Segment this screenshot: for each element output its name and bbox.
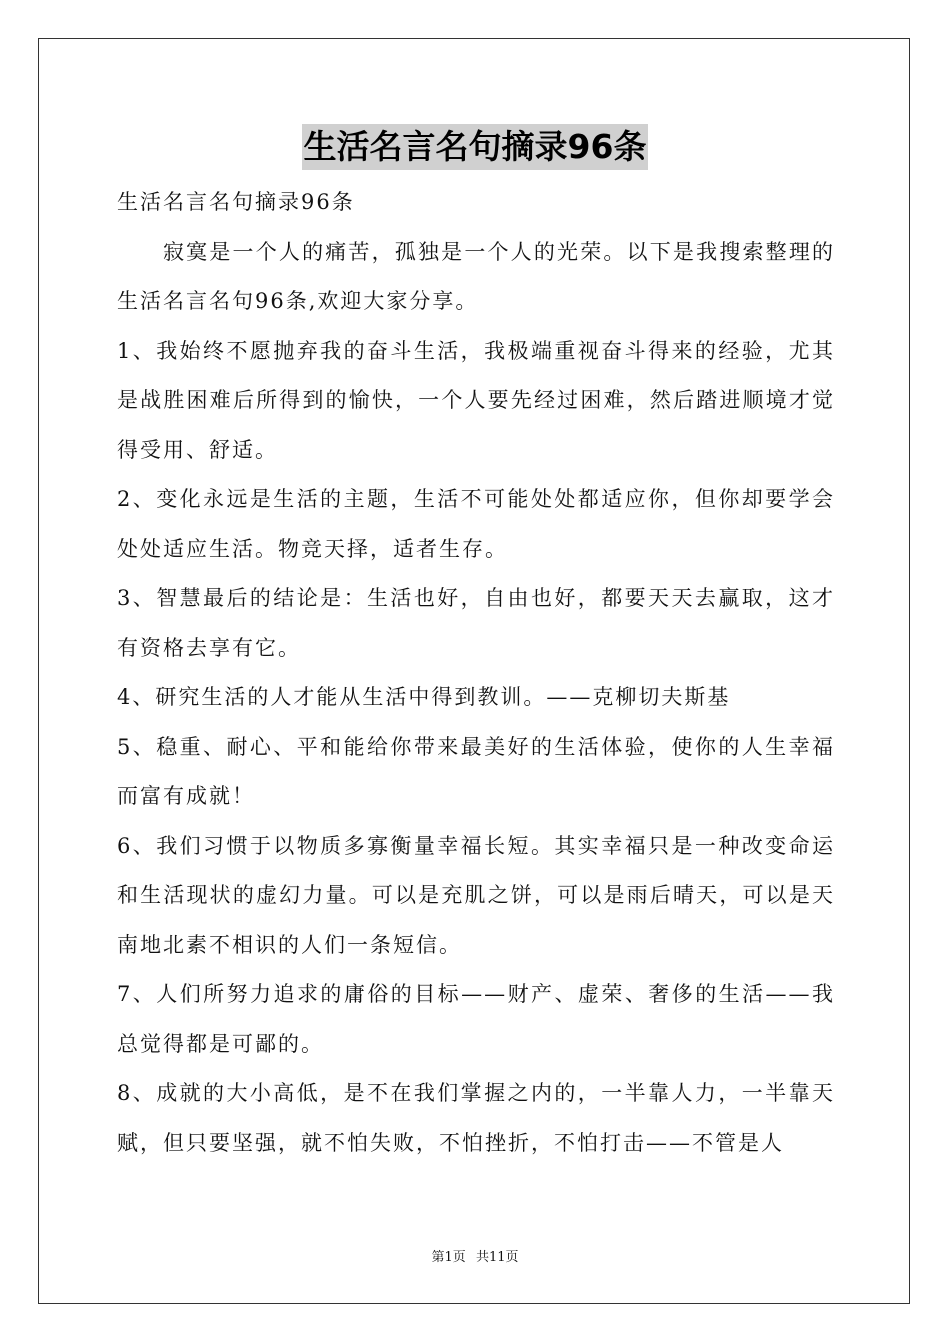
list-item: 6、我们习惯于以物质多寡衡量幸福长短。其实幸福只是一种改变命运和生活现状的虚幻力量。可以是充肌之饼，可以是雨后晴天，可以是天南地北素不相识的人们一条短信。	[117, 833, 835, 957]
intro-paragraph: 寂寞是一个人的痛苦，孤独是一个人的光荣。以下是我搜索整理的生活名言名句96条,欢迎大家分享。	[117, 239, 835, 313]
list-item: 8、成就的大小高低，是不在我们掌握之内的，一半靠人力，一半靠天赋，但只要坚强，就不怕失败，不怕挫折，不怕打击——不管是人	[117, 1081, 835, 1155]
document-body	[117, 178, 835, 1168]
document-title: 生活名言名句摘录96条	[302, 124, 649, 170]
list-item: 2、变化永远是生活的主题，生活不可能处处都适应你，但你却要学会处处适应生活。物竞天择，适者生存。	[117, 487, 835, 561]
list-item: 4、研究生活的人才能从生活中得到教训。——克柳切夫斯基	[117, 685, 731, 709]
title-container	[0, 124, 950, 170]
page-number: 第1页	[431, 1250, 466, 1265]
page-total: 共11页	[475, 1250, 519, 1265]
list-item: 5、稳重、耐心、平和能给你带来最美好的生活体验，使你的人生幸福而富有成就！	[117, 734, 835, 808]
list-item: 1、我始终不愿抛弃我的奋斗生活，我极端重视奋斗得来的经验，尤其是战胜困难后所得到的愉快，一个人要先经过困难，然后踏进顺境才觉得受用、舒适。	[117, 338, 835, 462]
subtitle: 生活名言名句摘录96条	[117, 190, 355, 214]
list-item: 7、人们所努力追求的庸俗的目标——财产、虚荣、奢侈的生活——我总觉得都是可鄙的。	[117, 982, 835, 1056]
page-footer	[0, 1246, 950, 1265]
list-item: 3、智慧最后的结论是：生活也好，自由也好，都要天天去赢取，这才有资格去享有它。	[117, 586, 835, 660]
